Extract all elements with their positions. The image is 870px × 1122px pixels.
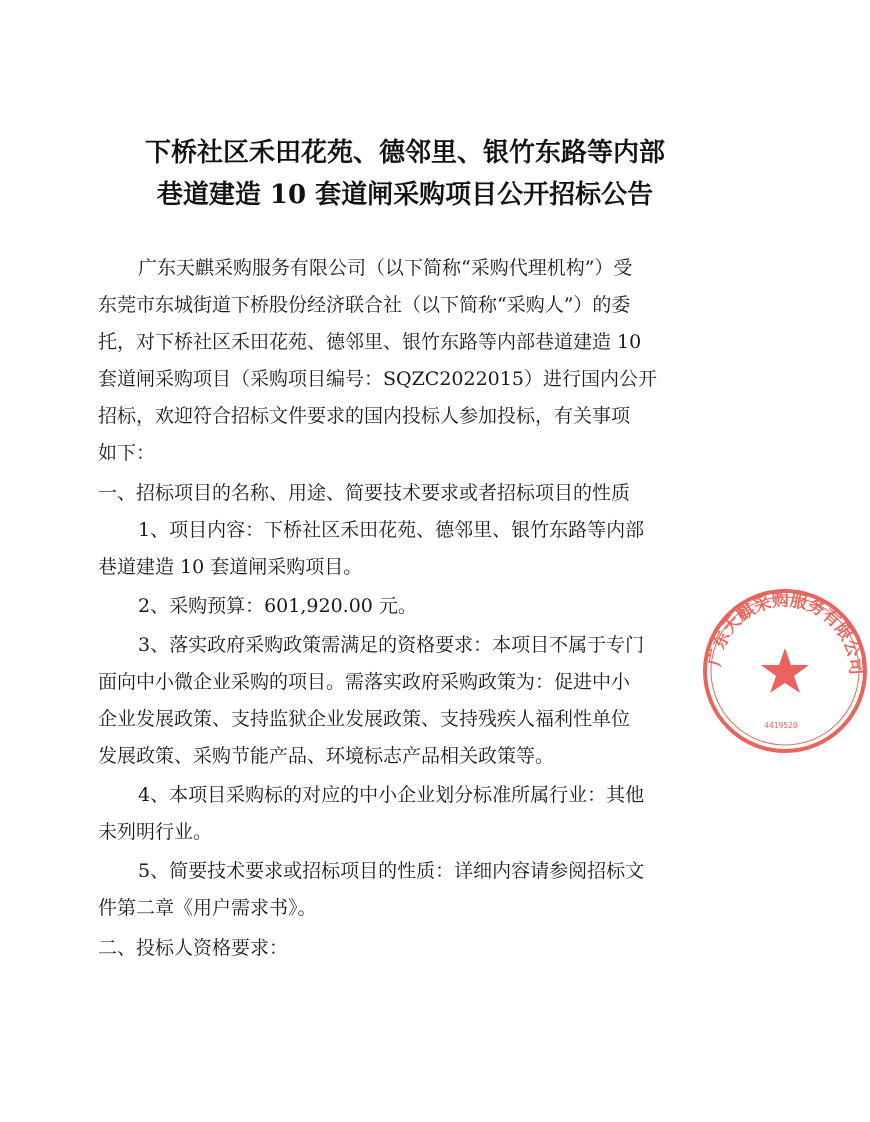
item-3-line-1: 3、落实政府采购政策需满足的资格要求：本项目不属于专门 [138, 634, 645, 656]
document-title-line-2: 巷道建造 10 套道闸采购项目公开招标公告 [156, 180, 654, 210]
item-2-budget: 2、采购预算：601,920.00 元。 [138, 595, 417, 617]
intro-line-4: 套道闸采购项目（采购项目编号：SQZC2022015）进行国内公开 [98, 368, 657, 390]
intro-line-2: 东莞市东城街道下桥股份经济联合社（以下简称“采购人”）的委 [98, 294, 631, 316]
seal-arc-text: 广东天麒采购服务有限公司 [704, 590, 866, 676]
seal-inner-ring [711, 597, 859, 745]
item-1-line-1: 1、项目内容：下桥社区禾田花苑、德邻里、银竹东路等内部 [138, 519, 645, 541]
intro-line-6: 如下： [98, 442, 156, 464]
item-4-line-2: 未列明行业。 [98, 821, 213, 843]
item-4-line-1: 4、本项目采购标的对应的中小企业划分标准所属行业：其他 [138, 784, 645, 806]
section-2-heading: 二、投标人资格要求： [98, 937, 289, 959]
item-3-line-2: 面向中小微企业采购的项目。需落实政府采购政策为：促进中小 [98, 671, 631, 693]
document-title-line-1: 下桥社区禾田花苑、德邻里、银竹东路等内部 [144, 138, 665, 168]
intro-line-5: 招标，欢迎符合招标文件要求的国内投标人参加投标，有关事项 [98, 405, 631, 427]
company-seal-stamp [700, 586, 870, 756]
item-1-line-2: 巷道建造 10 套道闸采购项目。 [98, 556, 363, 578]
item-5-line-2: 件第二章《用户需求书》。 [98, 897, 317, 919]
seal-ring [705, 591, 865, 751]
seal-star-icon [761, 648, 809, 693]
seal-number: 4419520 [764, 721, 798, 730]
intro-line-1: 广东天麒采购服务有限公司（以下简称“采购代理机构”）受 [138, 257, 633, 279]
item-3-line-3: 企业发展政策、支持监狱企业发展政策、支持残疾人福利性单位 [98, 708, 631, 730]
item-3-line-4: 发展政策、采购节能产品、环境标志产品相关政策等。 [98, 745, 555, 767]
item-5-line-1: 5、简要技术要求或招标项目的性质：详细内容请参阅招标文 [138, 860, 645, 882]
intro-line-3: 托，对下桥社区禾田花苑、德邻里、银竹东路等内部巷道建造 10 [98, 331, 642, 353]
section-1-heading: 一、招标项目的名称、用途、简要技术要求或者招标项目的性质 [98, 482, 631, 504]
